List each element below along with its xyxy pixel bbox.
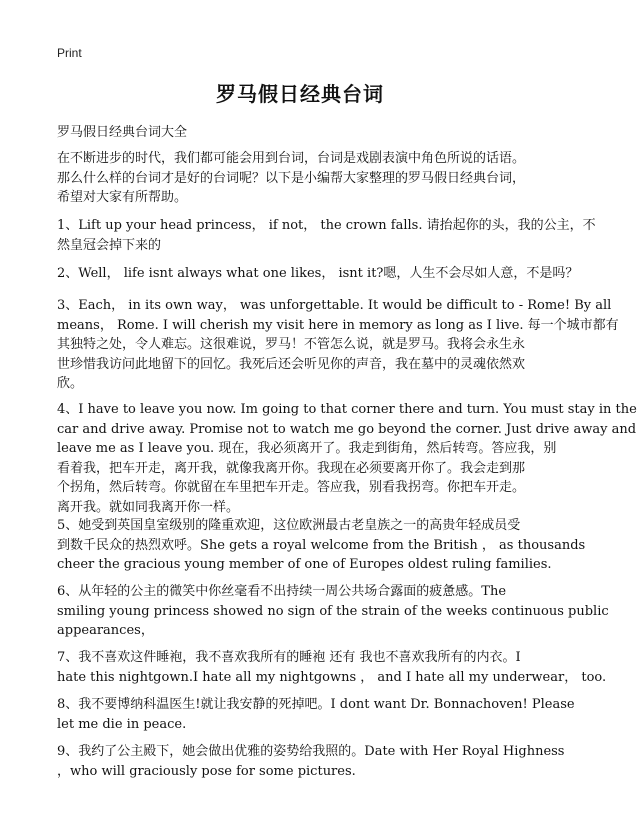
quote-line: cheer the gracious young member of one of Europes oldest ruling families. xyxy=(57,557,552,572)
quote-item-8 xyxy=(57,695,575,734)
quote-line: 1、Lift up your head princess， if not， the crown falls. 请抬起你的头，我的公主，不 xyxy=(57,218,596,233)
quote-item-5 xyxy=(57,516,586,575)
quote-line: 9、我约了公主殿下，她会做出优雅的姿势给我照的。Date with Her Royal Highness xyxy=(57,744,565,759)
quote-line: 离开我。就如同我离开你一样。 xyxy=(57,499,240,515)
quote-item-2 xyxy=(57,264,579,284)
quote-line: hate this nightgown.I hate all my nightgowns ， and I hate all my underwear， too. xyxy=(57,669,607,685)
intro-line: 那么什么样的台词才是好的台词呢？以下是小编帮大家整理的罗马假日经典台词， xyxy=(57,170,526,186)
quote-line: appearances， xyxy=(57,623,154,638)
quote-line: 4、I have to leave you now. Im going to that corner there and turn. You must stay in the xyxy=(57,402,637,417)
quote-line: 然皇冠会掉下来的 xyxy=(57,237,162,253)
quote-line: 6、从年轻的公主的微笑中你丝毫看不出持续一周公共场合露面的疲惫感。The xyxy=(57,584,507,599)
intro-line: 在不断进步的时代，我们都可能会用到台词，台词是戏剧表演中角色所说的话语。 xyxy=(57,151,526,166)
quote-line: 7、我不喜欢这件睡袍，我不喜欢我所有的睡袍 还有 我也不喜欢我所有的内衣。I xyxy=(57,650,521,665)
quote-item-1 xyxy=(57,216,596,255)
quote-line: 2、Well， life isnt always what one likes， isnt it?嗯，人生不会尽如人意，不是吗？ xyxy=(57,266,579,281)
quote-line: ，who will graciously pose for some pictures. xyxy=(57,763,356,779)
quote-line: leave me as I leave you. 现在，我必须离开了。我走到街角，然后转弯。答应我，别 xyxy=(57,441,557,456)
quote-item-9 xyxy=(57,742,565,781)
quote-item-7 xyxy=(57,648,607,687)
quote-line: smiling young princess showed no sign of the strain of the weeks continuous public xyxy=(57,603,609,619)
page-title: 罗马假日经典台词 xyxy=(216,82,384,106)
quote-line: means， Rome. I will cherish my visit here in memory as long as I live. 每一个城市都有 xyxy=(57,317,619,333)
quote-item-4 xyxy=(57,400,637,517)
intro-line: 希望对大家有所帮助。 xyxy=(57,190,188,205)
quote-line: 5、她受到英国皇室级别的隆重欢迎，这位欧洲最古老皇族之一的高贵年轻成员受 xyxy=(57,518,521,533)
quote-line: 8、我不要博纳科温医生!就让我安静的死掉吧。I dont want Dr. Bonnachoven! Please xyxy=(57,697,575,712)
quote-line: 世珍惜我访问此地留下的回忆。我死后还会听见你的声音，我在墓中的灵魂依然欢 xyxy=(57,356,526,372)
quote-line: 个拐角，然后转弯。你就留在车里把车开走。答应我，别看我拐弯。你把车开走。 xyxy=(57,480,526,495)
quote-line: 看着我，把车开走，离开我，就像我离开你。我现在必须要离开你了。我会走到那 xyxy=(57,460,526,476)
quote-line: car and drive away. Promise not to watch me go beyond the corner. Just drive away and xyxy=(57,421,637,437)
quote-line: 欣。 xyxy=(57,376,84,391)
quote-item-6 xyxy=(57,582,609,641)
intro-paragraph xyxy=(57,149,547,208)
print-label: Print xyxy=(57,46,82,60)
quote-item-3 xyxy=(57,296,619,394)
page-subtitle: 罗马假日经典台词大全 xyxy=(57,125,188,140)
quote-line: let me die in peace. xyxy=(57,716,187,732)
quote-line: 其独特之处，令人难忘。这很难说，罗马！不管怎么说，就是罗马。我将会永生永 xyxy=(57,337,526,352)
quote-line: 到数千民众的热烈欢呼。She gets a royal welcome from the British ， as thousands xyxy=(57,537,586,553)
quote-line: 3、Each， in its own way， was unforgettable. It would be difficult to - Rome! By all xyxy=(57,298,612,313)
